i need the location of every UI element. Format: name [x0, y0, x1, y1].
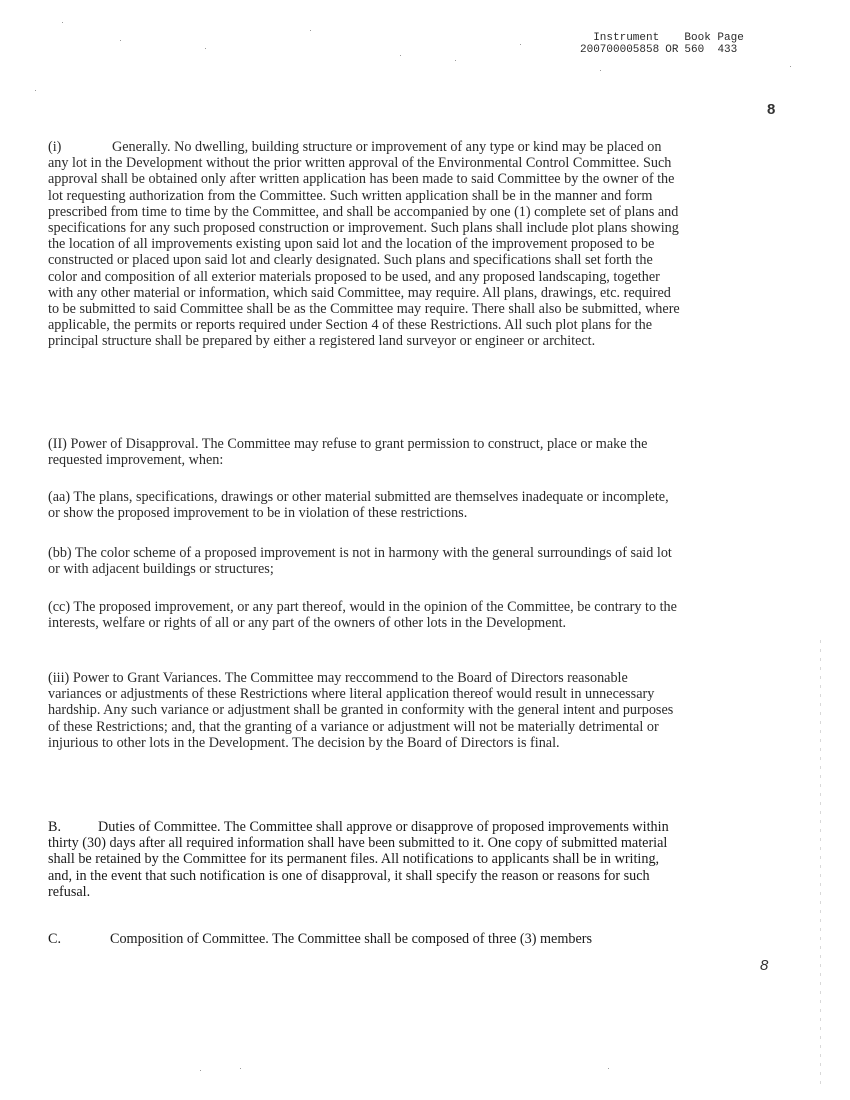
paragraph-composition-of-committee — [48, 931, 680, 947]
scan-edge-shadow — [820, 640, 821, 1090]
paragraph-cc: (cc) The proposed improvement, or any part thereof, would in the opinion of the Committee, be contrary to the interests, welfare or rights of all or any part of the owners of other lots in the Development. — [48, 599, 677, 632]
paragraph-text: Generally. No dwelling, building structure or improvement of any type or kind may be placed on any lot in the Development without the prior written approval of the Environmental Control Committee. Such approval shall be obtained only after written application has been made to said Committee by the owner of the lot requesting authorization from the Committee. Such written application shall be in the manner and form prescribed from time to time by the Committee, and shall be accompanied by one (1) complete set of plans and specifications for any such proposed construction or improvement. Such plans shall include plot plans showing the location of all improvements existing upon said lot and the location of the improvement proposed to be constructed or placed upon said lot and clearly designated. Such plans and specifications shall set forth the color and composition of all exterior materials proposed to be used, and any proposed landscaping, together with any other material or information, which said Committee, may require. All plans, drawings, etc. required to be submitted to said Committee shall be as the Committee may require. There shall also be submitted, where applicable, the permits or reports required under Section 4 of these Restrictions. All such plot plans for the principal structure shall be prepared by either a registered land surveyor or engineer or architect. — [48, 139, 680, 350]
page-number-bottom: 8 — [760, 957, 769, 974]
paragraph-bb: (bb) The color scheme of a proposed improvement is not in harmony with the general surroundings of said lot or with adjacent buildings or structures; — [48, 545, 672, 578]
paragraph-marker: (i) — [48, 139, 62, 155]
paragraph-text: Duties of Committee. The Committee shall approve or disapprove of proposed improvements within thirty (30) days after all required information shall have been submitted to it. One copy of submitted material shall be retained by the Committee for its permanent files. All notifications to applicants shall be in writing, and, in the event that such notification is one of disapproval, it shall specify the reason or reasons for such refusal. — [48, 819, 669, 900]
book-page-label: Book Page — [684, 32, 744, 44]
page-number-value: 433 — [717, 44, 738, 56]
book-type: OR — [665, 44, 679, 56]
paragraph-marker: C. — [48, 931, 62, 947]
book-number: 560 — [684, 44, 705, 56]
instrument-label: Instrument — [593, 32, 660, 44]
paragraph-aa: (aa) The plans, specifications, drawings or other material submitted are themselves inadequate or incomplete, or show the proposed improvement to be in violation of these restrictions. — [48, 489, 669, 522]
paragraph-marker: B. — [48, 819, 62, 835]
paragraph-text: Composition of Committee. The Committee shall be composed of three (3) members — [110, 931, 593, 947]
instrument-number: 200700005858 — [580, 44, 660, 56]
page-number-top: 8 — [767, 101, 776, 118]
paragraph-generally — [48, 139, 680, 350]
paragraph-duties-of-committee — [48, 819, 680, 900]
recording-stamp — [580, 32, 744, 56]
paragraph-power-of-disapproval: (II) Power of Disapproval. The Committee may refuse to grant permission to construct, place or make the requested improvement, when: — [48, 436, 648, 469]
paragraph-power-to-grant-variances: (iii) Power to Grant Variances. The Committee may reccommend to the Board of Directors reasonable variances or adjustments of these Restrictions where literal application thereof would result in unnecessary hardship. Any such variance or adjustment shall be granted in conformity with the general intent and purposes of these Restrictions; and, that the granting of a variance or adjustment will not be materially detrimental or injurious to other lots in the Development. The decision by the Board of Directors is final. — [48, 670, 674, 751]
book-page-values — [684, 44, 743, 56]
